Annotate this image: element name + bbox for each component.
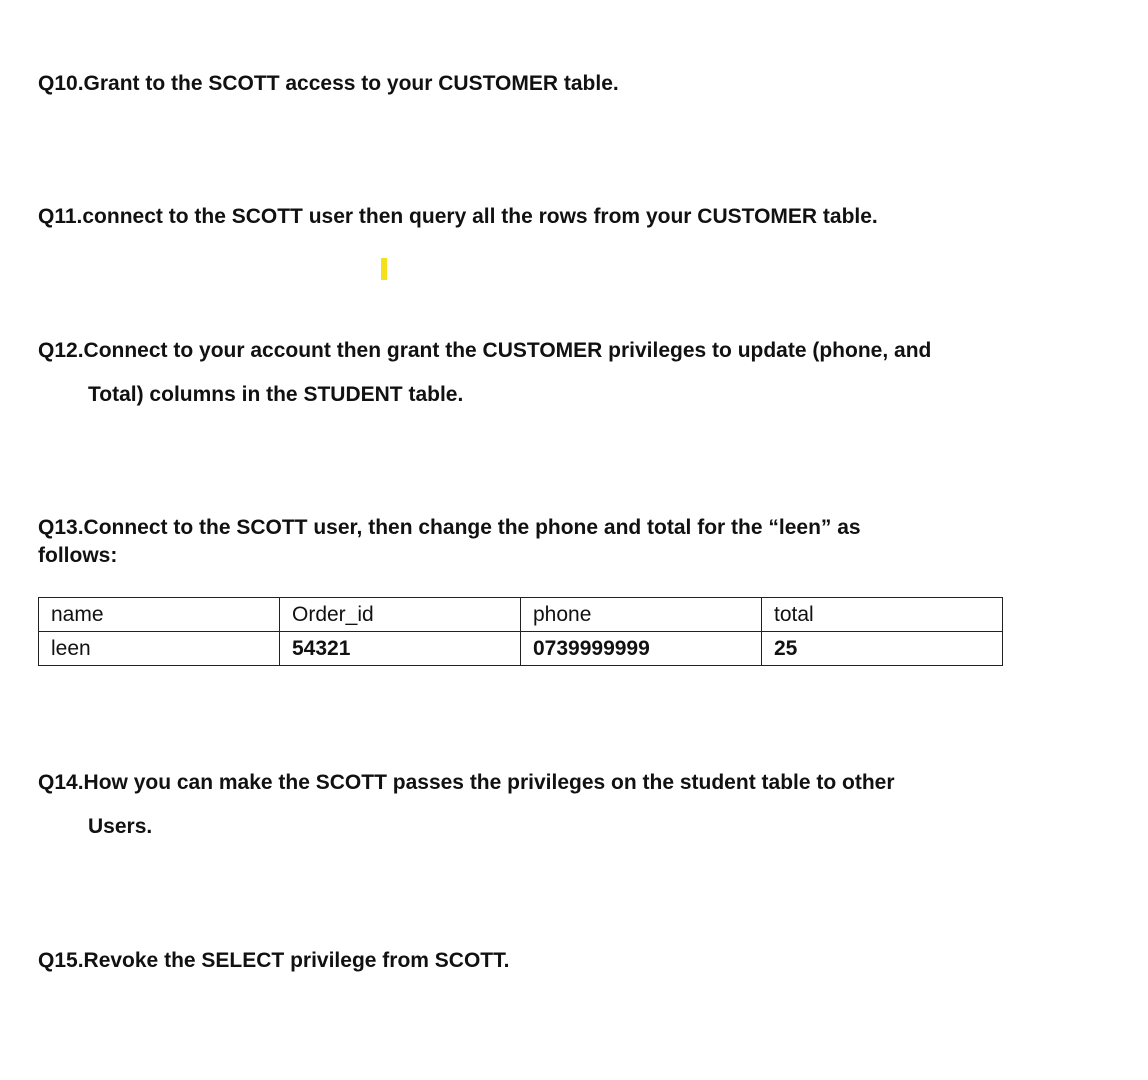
q14-text-line2: Users.	[88, 815, 153, 838]
order-table	[38, 597, 1003, 666]
header-cell-name: name	[39, 598, 280, 632]
q14-text-line1: Q14.How you can make the SCOTT passes the privileges on the student table to other	[38, 771, 895, 794]
q13-text-line2: follows:	[38, 544, 118, 567]
cell-name: leen	[39, 632, 280, 666]
cell-total: 25	[762, 632, 1003, 666]
q12-text-line2: Total) columns in the STUDENT table.	[88, 383, 464, 406]
q15-text: Q15.Revoke the SELECT privilege from SCOTT.	[38, 949, 510, 972]
cell-order-id: 54321	[280, 632, 521, 666]
table-header-row	[39, 598, 1003, 632]
q12-text-line1: Q12.Connect to your account then grant the CUSTOMER privileges to update (phone, and	[38, 339, 932, 362]
q10-text: Q10.Grant to the SCOTT access to your CUSTOMER table.	[38, 72, 619, 95]
header-cell-phone: phone	[521, 598, 762, 632]
table-row	[39, 632, 1003, 666]
cell-phone: 0739999999	[521, 632, 762, 666]
q13-text-line1: Q13.Connect to the SCOTT user, then change the phone and total for the “leen” as	[38, 516, 861, 539]
q11-text: Q11.connect to the SCOTT user then query all the rows from your CUSTOMER table.	[38, 205, 878, 228]
text-cursor-mark	[381, 258, 387, 280]
header-cell-order-id: Order_id	[280, 598, 521, 632]
header-cell-total: total	[762, 598, 1003, 632]
